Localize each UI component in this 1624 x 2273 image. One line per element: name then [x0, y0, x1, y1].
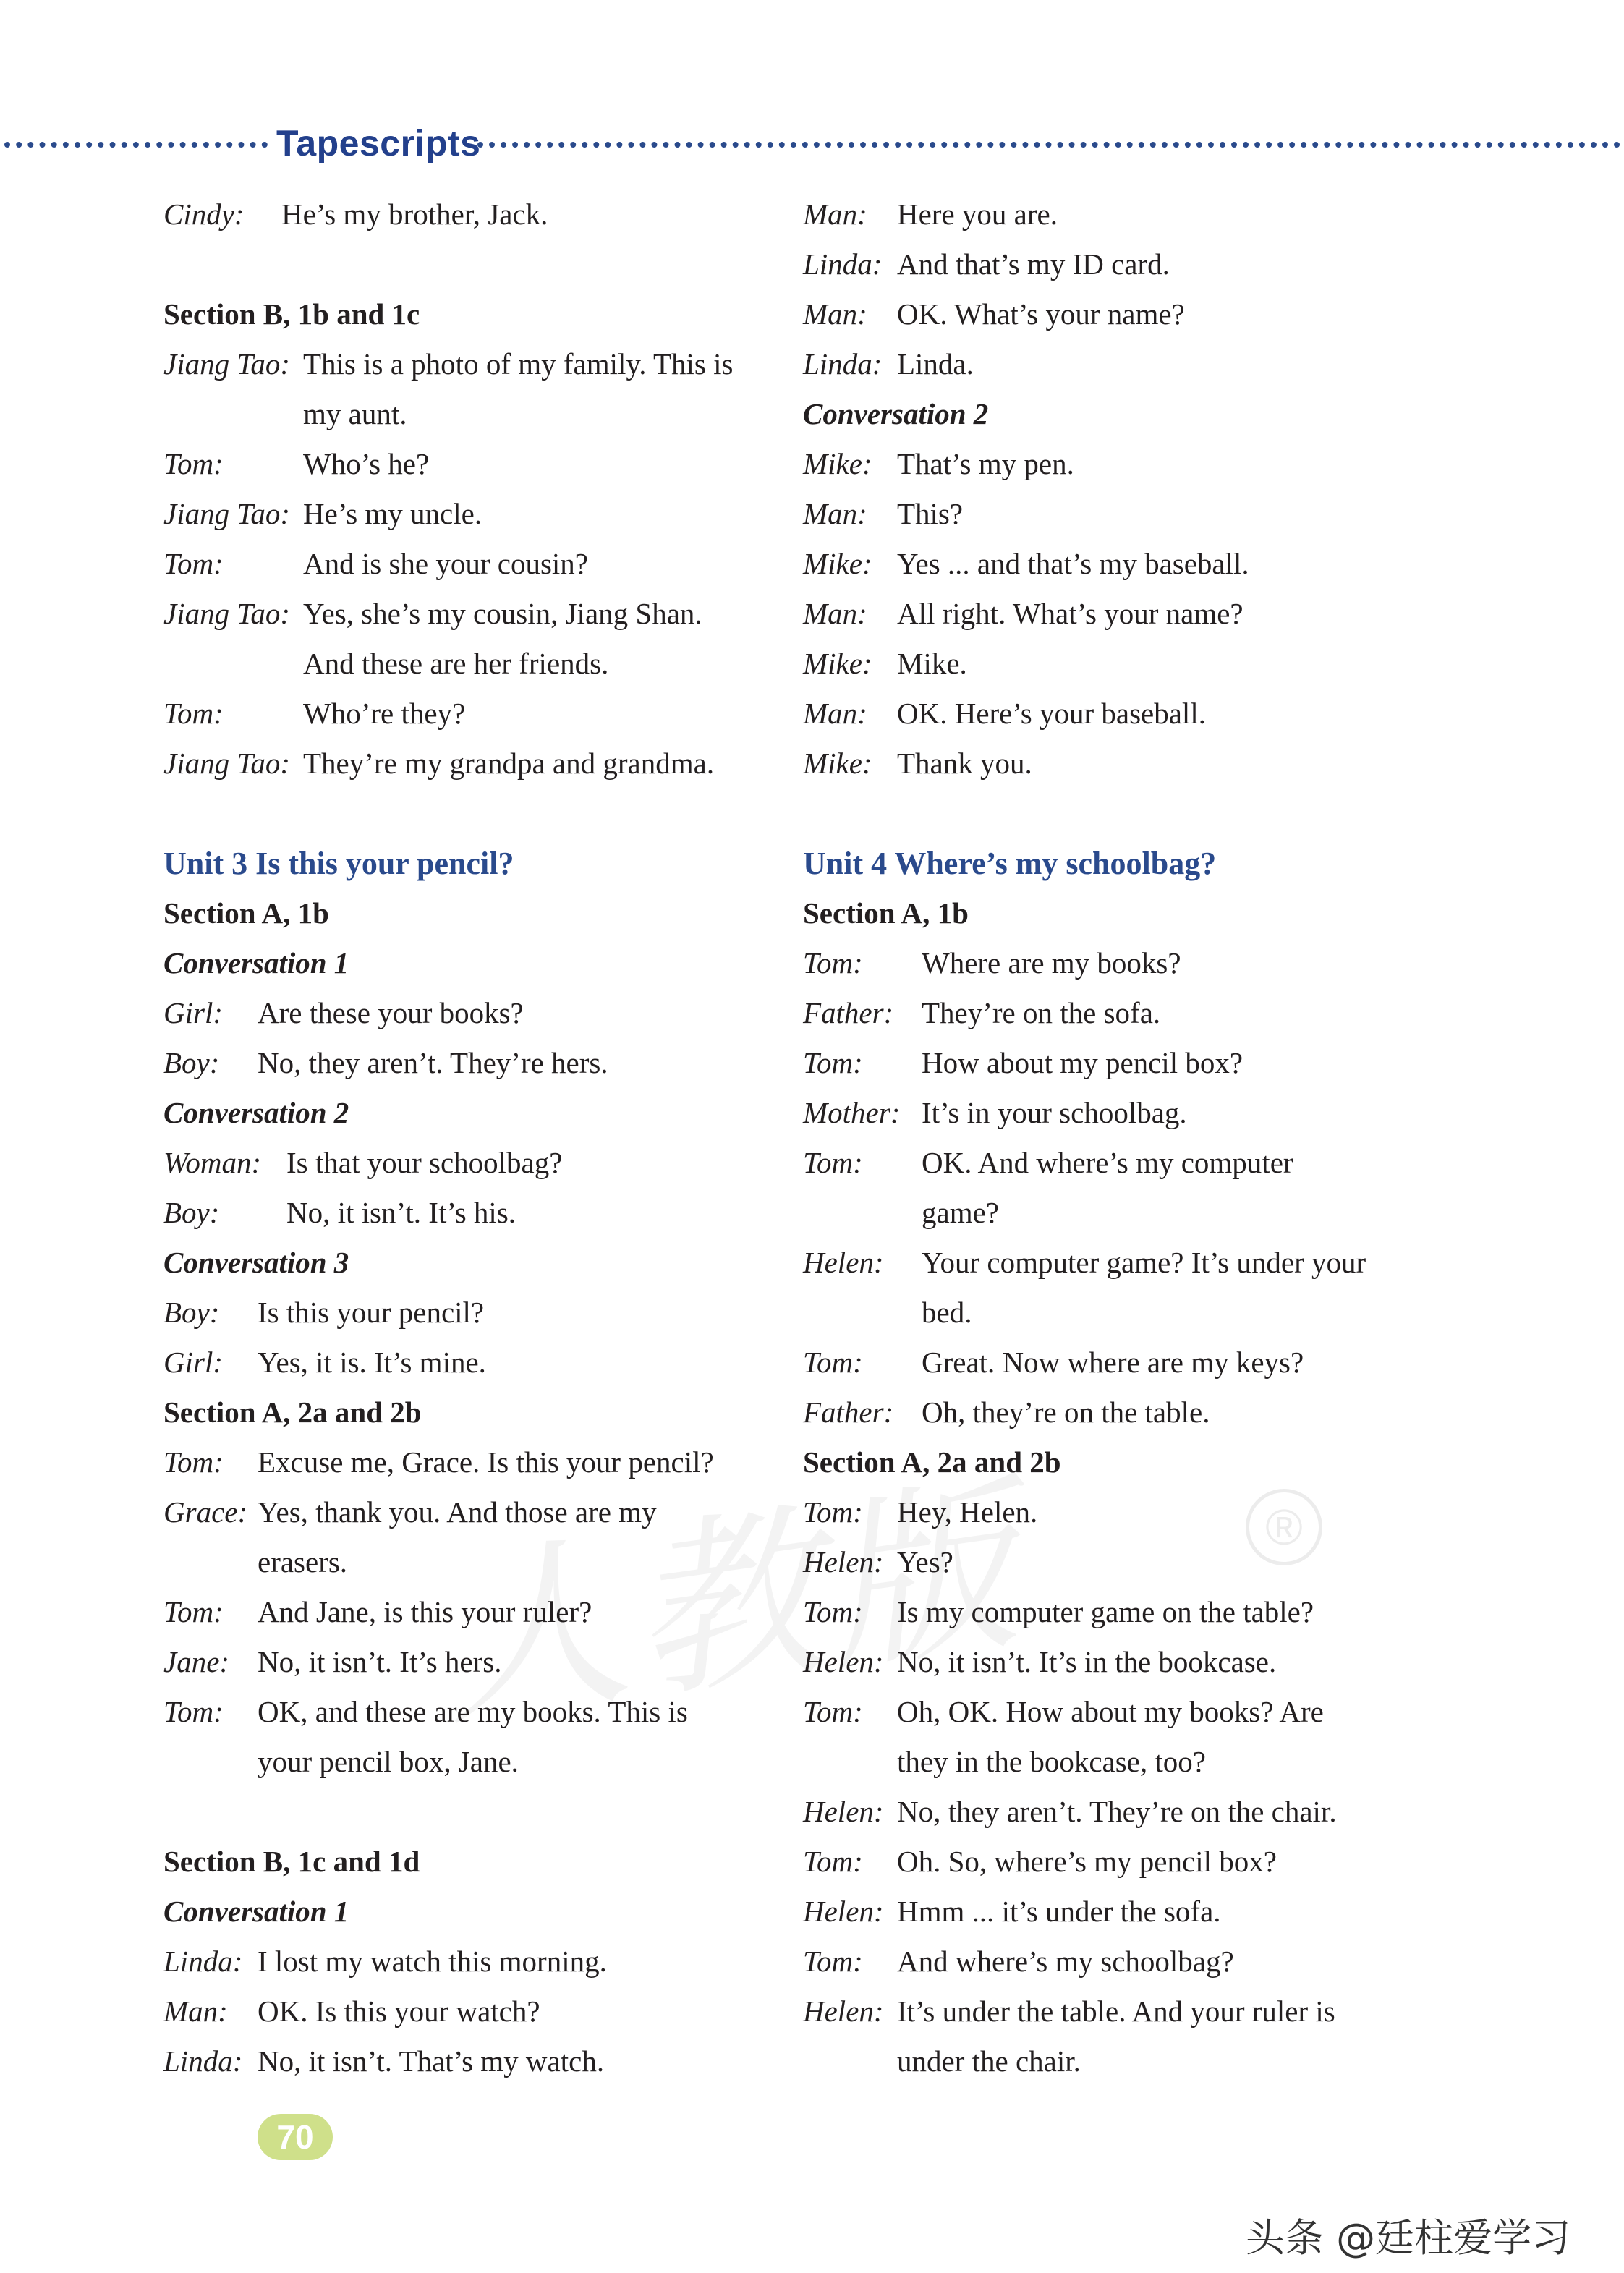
dialogue-line — [803, 1088, 1440, 1138]
dialogue-text: No, it isn’t. It’s his. — [286, 1196, 516, 1229]
dialogue-line — [163, 1737, 793, 1787]
header-dots-left — [4, 142, 268, 148]
speaker-name: Linda: — [163, 2044, 243, 2078]
speaker-name: Jiang Tao: — [163, 497, 291, 530]
speaker-name: Tom: — [803, 1146, 863, 1179]
dialogue-text: Yes, it is. It’s mine. — [258, 1346, 486, 1379]
dialogue-text: your pencil box, Jane. — [258, 1745, 519, 1778]
dialogue-line — [803, 739, 1440, 789]
speaker-name: Mike: — [803, 547, 872, 580]
dialogue-text: This? — [897, 497, 964, 530]
dialogue-text: Who’re they? — [303, 697, 466, 730]
dialogue-line — [803, 2036, 1440, 2086]
dialogue-text: Where are my books? — [922, 946, 1181, 980]
dialogue-text: Who’s he? — [303, 447, 430, 480]
dialogue-line — [803, 1787, 1440, 1837]
dialogue-text: OK. And where’s my computer — [922, 1146, 1293, 1179]
speaker-name: Tom: — [163, 447, 224, 480]
dialogue-line — [803, 1188, 1440, 1238]
dialogue-text: Oh, they’re on the table. — [922, 1395, 1210, 1429]
speaker-name: Tom: — [803, 946, 863, 980]
dialogue-line — [803, 988, 1440, 1038]
dialogue-line — [803, 1937, 1440, 1987]
dialogue-text: No, it isn’t. It’s hers. — [258, 1645, 502, 1678]
dialogue-text: Is that your schoolbag? — [286, 1146, 563, 1179]
dialogue-line — [803, 339, 1440, 389]
dialogue-text: And where’s my schoolbag? — [897, 1945, 1234, 1978]
conversation-label: Conversation 1 — [163, 946, 349, 980]
dialogue-line — [163, 1537, 793, 1587]
speaker-name: Tom: — [803, 1346, 863, 1379]
dialogue-text: OK. What’s your name? — [897, 297, 1185, 331]
dialogue-text: Oh. So, where’s my pencil box? — [897, 1845, 1277, 1878]
dialogue-text: Yes, she’s my cousin, Jiang Shan. — [303, 597, 702, 630]
dialogue-text: Yes, thank you. And those are my — [258, 1495, 657, 1529]
dialogue-text: Is this your pencil? — [258, 1296, 485, 1329]
dialogue-line — [803, 1238, 1440, 1288]
dialogue-text: He’s my brother, Jack. — [281, 197, 548, 231]
speaker-name: Girl: — [163, 996, 223, 1029]
header-dots-right — [477, 142, 1620, 148]
unit-title: Unit 4 Where’s my schoolbag? — [803, 846, 1217, 881]
dialogue-line — [163, 1338, 793, 1388]
dialogue-line — [163, 1637, 793, 1687]
dialogue-text: Excuse me, Grace. Is this your pencil? — [258, 1445, 714, 1479]
dialogue-line — [803, 1138, 1440, 1188]
dialogue-line — [163, 1987, 793, 2036]
dialogue-text: Mike. — [897, 647, 967, 680]
dialogue-text: And that’s my ID card. — [897, 247, 1170, 281]
dialogue-text: It’s in your schoolbag. — [922, 1096, 1187, 1129]
dialogue-text: And Jane, is this your ruler? — [258, 1595, 592, 1628]
dialogue-text: they in the bookcase, too? — [897, 1745, 1206, 1778]
speaker-name: Man: — [163, 1994, 228, 2028]
dialogue-line — [163, 1937, 793, 1987]
dialogue-line — [163, 988, 793, 1038]
dialogue-text: under the chair. — [897, 2044, 1081, 2078]
dialogue-line — [803, 1987, 1440, 2036]
dialogue-line — [163, 339, 793, 389]
speaker-name: Tom: — [163, 547, 224, 580]
dialogue-line — [803, 1887, 1440, 1937]
speaker-name: Tom: — [803, 1595, 863, 1628]
speaker-name: Tom: — [803, 1845, 863, 1878]
dialogue-text: Hmm ... it’s under the sofa. — [897, 1895, 1221, 1928]
unit-title: Unit 3 Is this your pencil? — [163, 846, 514, 881]
dialogue-line — [803, 589, 1440, 639]
speaker-name: Man: — [803, 697, 867, 730]
speaker-name: Helen: — [803, 1545, 884, 1579]
speaker-name: Jiang Tao: — [163, 597, 291, 630]
dialogue-line — [803, 289, 1440, 339]
speaker-name: Boy: — [163, 1296, 220, 1329]
speaker-name: Man: — [803, 497, 867, 530]
dialogue-line — [163, 739, 793, 789]
dialogue-line — [163, 1587, 793, 1637]
dialogue-text: OK. Is this your watch? — [258, 1994, 540, 2028]
section-heading: Section B, 1b and 1c — [163, 297, 420, 331]
dialogue-line — [803, 1038, 1440, 1088]
dialogue-line — [163, 689, 793, 739]
dialogue-line — [163, 589, 793, 639]
dialogue-line — [803, 1487, 1440, 1537]
dialogue-text: They’re on the sofa. — [922, 996, 1161, 1029]
speaker-name: Linda: — [803, 247, 883, 281]
dialogue-line — [163, 1188, 793, 1238]
speaker-name: Linda: — [803, 347, 883, 381]
speaker-name: Man: — [803, 297, 867, 331]
dialogue-line — [803, 539, 1440, 589]
speaker-name: Helen: — [803, 1895, 884, 1928]
dialogue-text: This is a photo of my family. This is — [303, 347, 734, 381]
registered-mark-icon: ® — [1246, 1489, 1322, 1565]
dialogue-text: Hey, Helen. — [897, 1495, 1038, 1529]
speaker-name: Mike: — [803, 747, 872, 780]
dialogue-line — [803, 938, 1440, 988]
dialogue-line — [163, 1487, 793, 1537]
speaker-name: Boy: — [163, 1046, 220, 1079]
section-heading: Section A, 2a and 2b — [163, 1395, 422, 1429]
dialogue-text: How about my pencil box? — [922, 1046, 1243, 1079]
left-column — [163, 190, 793, 2086]
dialogue-line — [163, 489, 793, 539]
dialogue-text: game? — [922, 1196, 999, 1229]
dialogue-text: Yes ... and that’s my baseball. — [897, 547, 1249, 580]
speaker-name: Helen: — [803, 1246, 884, 1279]
dialogue-line — [163, 190, 793, 239]
dialogue-line — [803, 1388, 1440, 1437]
right-column — [803, 190, 1440, 2086]
speaker-name: Linda: — [163, 1945, 243, 1978]
speaker-name: Tom: — [163, 697, 224, 730]
speaker-name: Tom: — [163, 1445, 224, 1479]
speaker-name: Mike: — [803, 447, 872, 480]
dialogue-text: Great. Now where are my keys? — [922, 1346, 1304, 1379]
dialogue-line — [803, 1288, 1440, 1338]
section-heading: Section A, 1b — [163, 896, 329, 930]
dialogue-text: Are these your books? — [258, 996, 524, 1029]
speaker-name: Tom: — [803, 1495, 863, 1529]
source-credit: 头条 @廷柱爱学习 — [1246, 2215, 1571, 2261]
dialogue-text: bed. — [922, 1296, 972, 1329]
page-header — [0, 122, 1624, 165]
speaker-name: Father: — [803, 1395, 894, 1429]
dialogue-text: OK. Here’s your baseball. — [897, 697, 1206, 730]
dialogue-line — [163, 2036, 793, 2086]
dialogue-text: And is she your cousin? — [303, 547, 589, 580]
dialogue-text: No, they aren’t. They’re hers. — [258, 1046, 608, 1079]
conversation-label: Conversation 1 — [163, 1895, 349, 1928]
dialogue-text: It’s under the table. And your ruler is — [897, 1994, 1335, 2028]
dialogue-line — [163, 439, 793, 489]
dialogue-line — [803, 489, 1440, 539]
dialogue-text: Is my computer game on the table? — [897, 1595, 1314, 1628]
page-number-badge: 70 — [258, 2114, 333, 2160]
dialogue-text: Your computer game? It’s under your — [922, 1246, 1366, 1279]
dialogue-line — [803, 239, 1440, 289]
speaker-name: Man: — [803, 597, 867, 630]
speaker-name: Helen: — [803, 1645, 884, 1678]
dialogue-text: Yes? — [897, 1545, 953, 1579]
section-heading: Section A, 2a and 2b — [803, 1445, 1061, 1479]
dialogue-text: Here you are. — [897, 197, 1058, 231]
speaker-name: Jane: — [163, 1645, 230, 1678]
spacer — [163, 1787, 793, 1837]
dialogue-line — [803, 1587, 1440, 1637]
dialogue-text: That’s my pen. — [897, 447, 1074, 480]
speaker-name: Boy: — [163, 1196, 220, 1229]
dialogue-line — [803, 1687, 1440, 1737]
speaker-name: Tom: — [803, 1046, 863, 1079]
speaker-name: Man: — [803, 197, 867, 231]
conversation-label: Conversation 2 — [803, 397, 989, 430]
speaker-name: Tom: — [803, 1945, 863, 1978]
spacer — [163, 789, 793, 838]
dialogue-line — [163, 539, 793, 589]
speaker-name: Tom: — [163, 1695, 224, 1728]
speaker-name: Cindy: — [163, 197, 245, 231]
dialogue-line — [163, 1038, 793, 1088]
dialogue-line — [803, 689, 1440, 739]
dialogue-line — [803, 1737, 1440, 1787]
speaker-name: Father: — [803, 996, 894, 1029]
dialogue-text: They’re my grandpa and grandma. — [303, 747, 715, 780]
dialogue-line — [803, 1537, 1440, 1587]
speaker-name: Woman: — [163, 1146, 262, 1179]
speaker-name: Girl: — [163, 1346, 223, 1379]
speaker-name: Jiang Tao: — [163, 347, 291, 381]
dialogue-line — [803, 439, 1440, 489]
dialogue-text: And these are her friends. — [303, 647, 609, 680]
dialogue-text: No, it isn’t. It’s in the bookcase. — [897, 1645, 1277, 1678]
dialogue-text: I lost my watch this morning. — [258, 1945, 607, 1978]
dialogue-line — [803, 1338, 1440, 1388]
speaker-name: Grace: — [163, 1495, 248, 1529]
dialogue-text: He’s my uncle. — [303, 497, 482, 530]
dialogue-text: my aunt. — [303, 397, 407, 430]
dialogue-line — [163, 1437, 793, 1487]
conversation-label: Conversation 2 — [163, 1096, 349, 1129]
section-heading: Section B, 1c and 1d — [163, 1845, 420, 1878]
page-title: Tapescripts — [276, 123, 481, 163]
speaker-name: Mike: — [803, 647, 872, 680]
section-heading: Section A, 1b — [803, 896, 969, 930]
speaker-name: Jiang Tao: — [163, 747, 291, 780]
dialogue-text: Oh, OK. How about my books? Are — [897, 1695, 1324, 1728]
speaker-name: Helen: — [803, 1994, 884, 2028]
dialogue-text: erasers. — [258, 1545, 348, 1579]
dialogue-text: Thank you. — [897, 747, 1032, 780]
dialogue-line — [163, 639, 793, 689]
dialogue-text: Linda. — [897, 347, 974, 381]
dialogue-text: No, they aren’t. They’re on the chair. — [897, 1795, 1337, 1828]
dialogue-line — [163, 1687, 793, 1737]
dialogue-line — [803, 1637, 1440, 1687]
speaker-name: Tom: — [803, 1695, 863, 1728]
dialogue-text: No, it isn’t. That’s my watch. — [258, 2044, 605, 2078]
speaker-name: Tom: — [163, 1595, 224, 1628]
dialogue-line — [163, 389, 793, 439]
dialogue-line — [163, 1288, 793, 1338]
dialogue-line — [803, 639, 1440, 689]
dialogue-line — [803, 190, 1440, 239]
speaker-name: Mother: — [803, 1096, 901, 1129]
dialogue-line — [803, 1837, 1440, 1887]
dialogue-text: All right. What’s your name? — [897, 597, 1243, 630]
speaker-name: Helen: — [803, 1795, 884, 1828]
dialogue-line — [163, 1138, 793, 1188]
conversation-label: Conversation 3 — [163, 1246, 349, 1279]
dialogue-text: OK, and these are my books. This is — [258, 1695, 688, 1728]
spacer — [803, 789, 1440, 838]
spacer — [163, 239, 793, 289]
